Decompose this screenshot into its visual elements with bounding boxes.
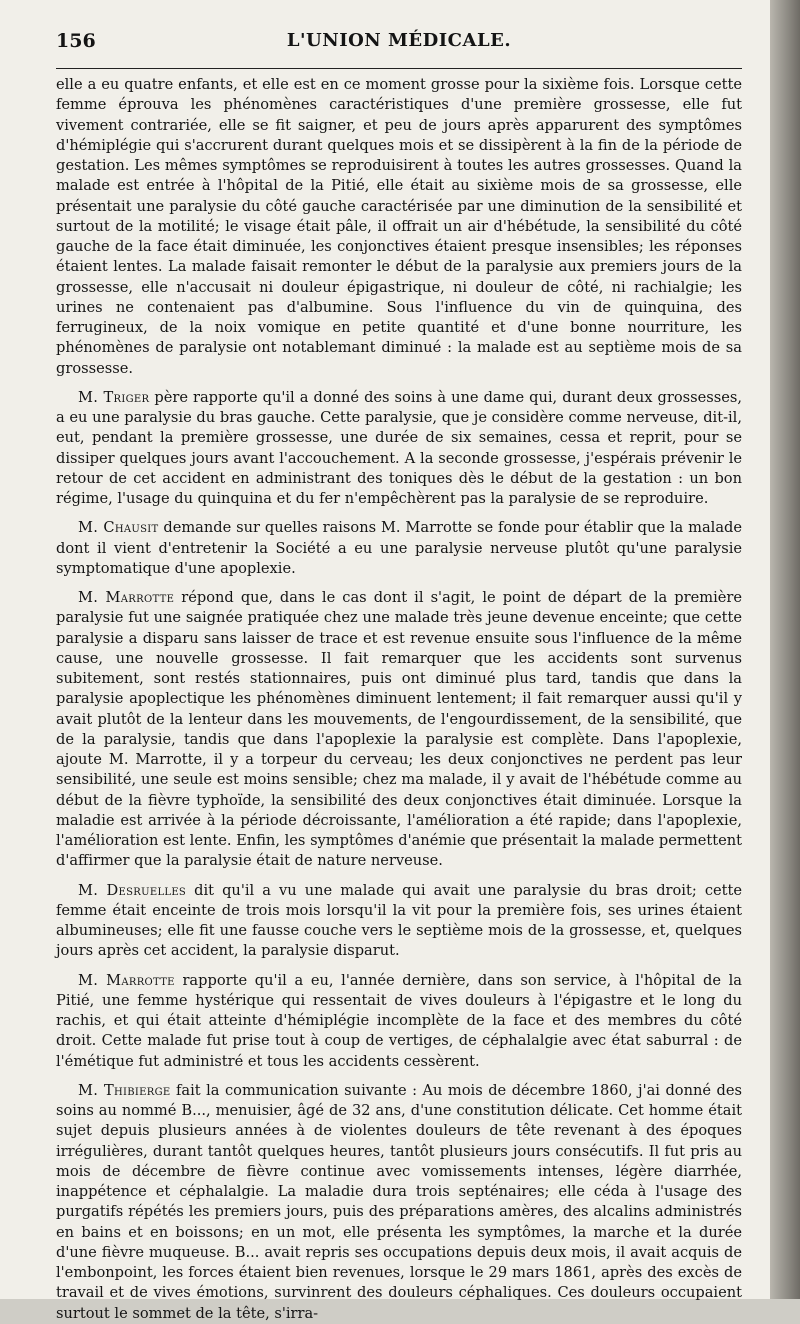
running-title: L'UNION MÉDICALE. bbox=[286, 30, 512, 51]
paragraph-triger bbox=[56, 388, 742, 510]
header-rule bbox=[56, 68, 742, 69]
paragraph-desruelles bbox=[56, 881, 742, 962]
paragraph-text: fait la communication suivante : Au mois de décembre 1860, j'ai donné des soins au nommé B..., menuisier, âgé de 32 ans, d'une constitution délicate. Cet homme était sujet depuis plusieurs années à de violentes douleurs de tête revenant à des époques irrégulières, durant tantôt quelques heures, tantôt plusieurs jours consécutifs. Il fut pris au mois de décembre de fièvre continue avec vomissements intenses, légère diarrhée, inappétence et céphalalgie. La maladie dura trois septénaires; elle céda à l'usage des purgatifs répétés les premiers jours, puis des préparations amères, des alcalins administrés en bains et en boissons; en un mot, elle présenta les symptômes, la marche et la durée d'une fièvre muqueuse. B... avait repris ses occupations depuis deux mois, il avait acquis de l'embonpoint, les forces étaient bien revenues, lorsque le 29 mars 1861, après des excès de travail et de vives émotions, survinrent des douleurs céphaliques. Ces douleurs occupaient surtout le sommet de la tête, s'irra- bbox=[56, 1081, 742, 1322]
paragraph-text: rapporte qu'il a eu, l'année dernière, dans son service, à l'hôpital de la Pitié, une femme hystérique qui ressentait de vives douleurs à l'épigastre et le long du rachis, et qui était atteinte d'hémiplégie incomplète de la face et des membres du côté droit. Cette malade fut prise tout à coup de vertiges, de céphalalgie avec état saburral : de l'émétique fut administré et tous les accidents cessèrent. bbox=[56, 971, 742, 1070]
paragraph-text: père rapporte qu'il a donné des soins à une dame qui, durant deux grossesses, a eu une paralysie du bras gauche. Cette paralysie, que je considère comme nerveuse, dit-il, eut, pendant la première grossesse, une durée de six semaines, cessa et reprit, pour se dissiper quelques jours avant l'accouchement. A la seconde grossesse, j'espérais prévenir le retour de cet accident en administrant des toniques dès le début de la gestation : un bon régime, l'usage du quinquina et du fer n'empêchèrent pas la paralysie de se reproduire. bbox=[56, 388, 743, 507]
paragraph-continuation bbox=[56, 75, 742, 379]
speaker-name: M. Marrotte bbox=[78, 971, 175, 989]
paragraph-marrotte-case bbox=[56, 971, 742, 1072]
paragraph-thibierge bbox=[56, 1081, 742, 1324]
speaker-name: M. Marrotte bbox=[78, 589, 175, 606]
page-header bbox=[56, 28, 742, 58]
page-number: 156 bbox=[56, 30, 96, 52]
paragraph-text: elle a eu quatre enfants, et elle est en ce moment grosse pour la sixième fois. Lorsque cette femme éprouva les phénomènes caractéristiques d'une première grossesse, elle fut vivement contrariée, elle se fit saigner, et peu de jours après apparurent des symptômes d'hémiplégie qui s'accrurent durant quelques mois et se dissipèrent à la fin de la période de gestation. Les mêmes symptômes se reproduisirent à toutes les autres grossesses. Quand la malade est entrée à l'hôpital de la Pitié, elle était au sixième mois de sa grossesse, elle présentait une paralysie du côté gauche caractérisée par une diminution de la sensibilité et surtout de la motilité; le visage était pâle, il offrait un air d'hébétude, la sensibilité du côté gauche de la face était diminuée, les conjonctives étaient presque insensibles; les réponses étaient lentes. La malade faisait remonter le début de la paralysie aux premiers jours de la grossesse, elle n'accusait ni douleur épigastrique, ni douleur de côté, ni rachialgie; les urines ne contenaient pas d'albumine. Sous l'influence du vin de quinquina, des ferrugineux, de la noix vomique en petite quantité et d'une bonne nourriture, les phénomènes de paralysie ont notablemant diminué : la malade est au septième mois de sa grossesse. bbox=[56, 76, 742, 377]
speaker-name: M. Chausit bbox=[78, 519, 159, 537]
paragraph-chausit bbox=[56, 518, 742, 579]
book-spine-shadow bbox=[770, 0, 800, 1299]
speaker-name: M. Desruelles bbox=[78, 881, 187, 899]
speaker-name: M. Thibierge bbox=[78, 1081, 171, 1099]
paragraph-marrotte-reply bbox=[56, 588, 742, 872]
paragraph-text: demande sur quelles raisons M. Marrotte se fonde pour établir que la malade dont il vient d'entretenir la Société a eu une paralysie nerveuse plutôt qu'une paralysie symptomatique d'une apoplexie. bbox=[56, 519, 742, 577]
paragraph-text: dit qu'il a vu une malade qui avait une paralysie du bras droit; cette femme était enceinte de trois mois lorsqu'il la vit pour la première fois, ses urines étaient albumineuses; elle fit une fausse couche vers le septième mois de la grossesse, et, quelques jours après cet accident, la paralysie disparut. bbox=[56, 881, 742, 960]
paragraph-text: répond que, dans le cas dont il s'agit, le point de départ de la première paralysie fut une saignée pratiquée chez une malade très jeune devenue enceinte; que cette paralysie a disparu sans laisser de trace et est revenue ensuite sous l'influence de la même cause, une nouvelle grossesse. Il fait remarquer que les accidents sont survenus subitement, sont restés stationnaires, puis ont diminué plus tard, tandis que dans la paralysie apoplectique les phénomènes diminuent lentement; il fait remarquer aussi qu'il y avait plutôt de la lenteur dans les mouvements, de l'engourdissement, de la sensibilité, que de la paralysie, tandis que dans l'apoplexie la paralysie est complète. Dans l'apoplexie, ajoute M. Marrotte, il y a torpeur du cerveau; les deux conjonctives ne perdent pas leur sensibilité, une seule est moins sensible; chez ma malade, il y avait de l'hébétude comme au début de la fièvre typhoïde, la sensibilité des deux conjonctives était diminuée. Lorsque la maladie est arrivée à la période décroissante, l'amélioration a été rapide; dans l'apoplexie, l'amélioration est lente. Enfin, les symptômes d'anémie que présentait la malade permettent d'affirmer que la paralysie était de nature nerveuse. bbox=[56, 589, 742, 870]
article-body bbox=[56, 75, 742, 1324]
speaker-name: M. Triger bbox=[78, 388, 150, 406]
